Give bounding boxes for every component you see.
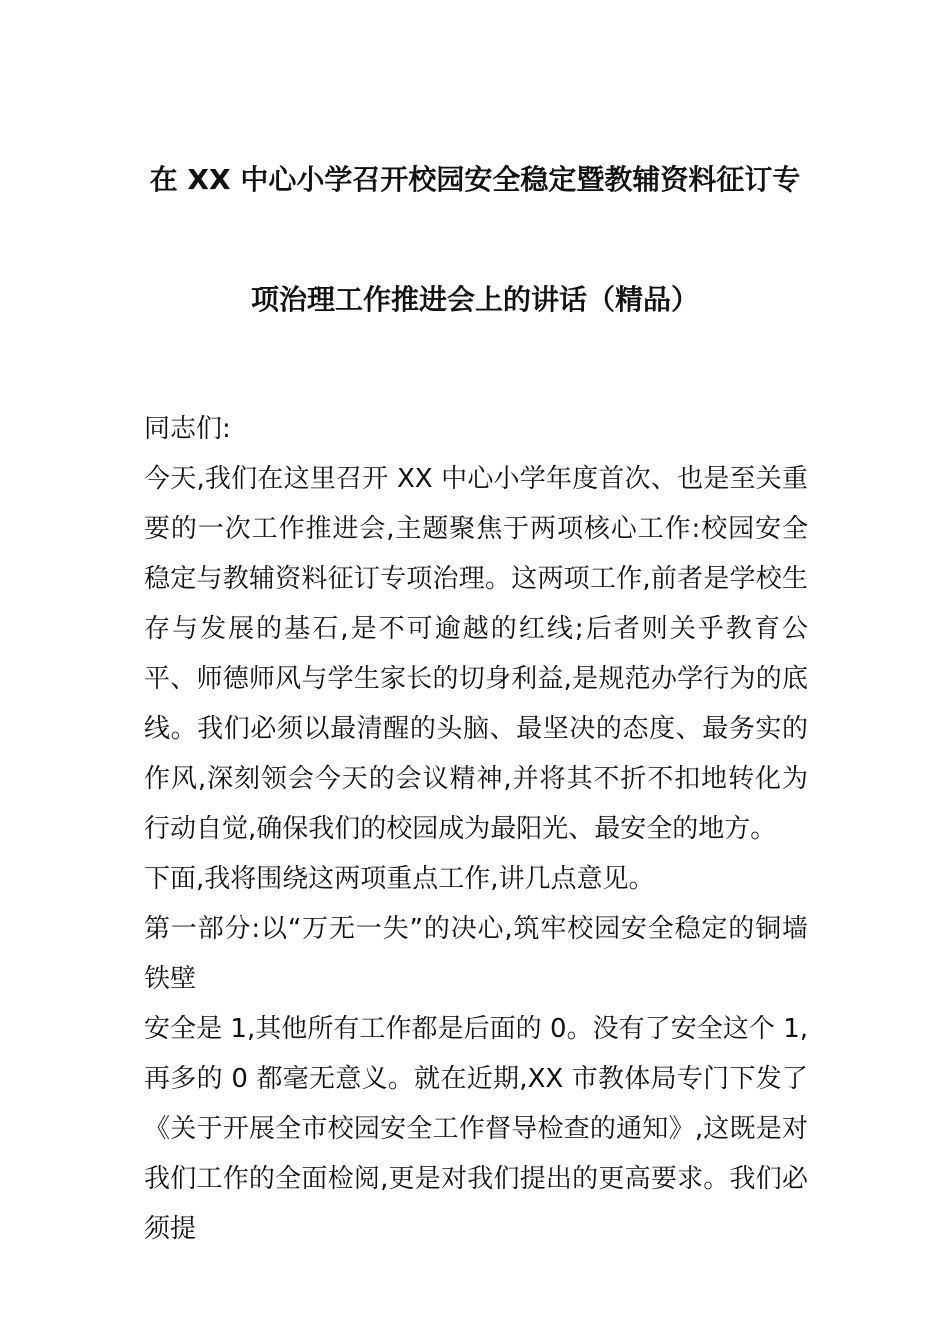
outline-paragraph: 下面,我将围绕这两项重点工作,讲几点意见。 <box>144 864 655 894</box>
section-heading-part-one: 第一部分:以“万无一失”的决心,筑牢校园安全稳定的铜墙铁壁 <box>144 914 808 994</box>
safety-paragraph: 安全是 1,其他所有工作都是后面的 0。没有了安全这个 1,再多的 0 都毫无意义。就在近期,XX 市教体局专门下发了《关于开展全市校园安全工作督导检查的通知》,这既是对我们工作的全面检阅,更是对我们提出的更高要求。我们必须提 <box>144 1014 808 1244</box>
intro-paragraph: 今天,我们在这里召开 XX 中心小学年度首次、也是至关重要的一次工作推进会,主题聚焦于两项核心工作:校园安全稳定与教辅资料征订专项治理。这两项工作,前者是学校生存与发展的基石,是不可逾越的红线;后者则关乎教育公平、师德师风与学生家长的切身利益,是规范办学行为的底线。我们必须以最清醒的头脑、最坚决的态度、最务实的作风,深刻领会今天的会议精神,并将其不折不扣地转化为行动自觉,确保我们的校园成为最阳光、最安全的地方。 <box>144 464 808 844</box>
document-title-line-2: 项治理工作推进会上的讲话（精品） <box>250 283 699 316</box>
salutation-paragraph: 同志们: <box>144 414 231 444</box>
document-body <box>144 404 808 1254</box>
document-title-line-1: 在 XX 中心小学召开校园安全稳定暨教辅资料征订专 <box>149 163 801 196</box>
